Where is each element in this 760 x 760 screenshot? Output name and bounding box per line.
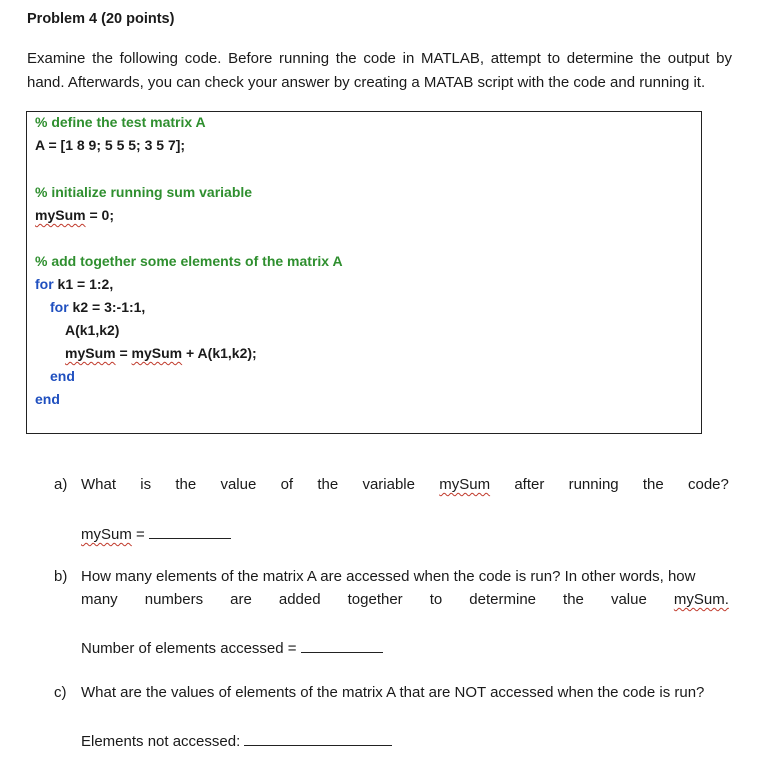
code-var-mysum: mySum bbox=[131, 345, 183, 361]
code-for-k2-range: k2 = 3:-1:1, bbox=[68, 299, 146, 315]
code-keyword-for: for bbox=[50, 299, 69, 315]
question-c-label: c) bbox=[54, 684, 67, 701]
code-var-mysum: mySum bbox=[65, 345, 116, 361]
code-keyword-for: for bbox=[35, 276, 54, 292]
code-comment-define: % define the test matrix A bbox=[35, 114, 206, 130]
code-comment-add: % add together some elements of the matrix A bbox=[35, 253, 343, 269]
code-line-init-sum bbox=[35, 207, 114, 223]
code-box bbox=[26, 111, 702, 434]
answer-a-blank[interactable] bbox=[149, 524, 231, 539]
code-keyword-end-outer: end bbox=[35, 391, 60, 407]
question-a-var: mySum bbox=[439, 476, 491, 493]
question-b-var: mySum. bbox=[673, 591, 729, 608]
code-assign-zero: = 0; bbox=[85, 207, 114, 223]
code-comment-init: % initialize running sum variable bbox=[35, 184, 253, 200]
code-for-k1-range: k1 = 1:2, bbox=[53, 276, 114, 292]
problem-title: Problem 4 (20 points) bbox=[27, 11, 175, 27]
code-var-mysum: mySum bbox=[35, 207, 86, 223]
code-line-for-k1 bbox=[35, 276, 113, 292]
question-b-answer: Number of elements accessed = bbox=[81, 638, 383, 657]
question-b-line2: many numbers are added together to determine the value mySum. bbox=[81, 591, 729, 608]
code-line-for-k2 bbox=[50, 299, 145, 315]
question-a-label: a) bbox=[54, 476, 68, 493]
answer-c-blank[interactable] bbox=[244, 731, 392, 746]
question-c-text: What are the values of elements of the matrix A that are NOT accessed when the code is run? bbox=[81, 684, 705, 701]
question-b-label: b) bbox=[54, 568, 68, 585]
question-c-answer: Elements not accessed: bbox=[81, 731, 392, 750]
code-line-access: A(k1,k2) bbox=[65, 322, 120, 338]
question-a-answer: mySum = bbox=[81, 524, 231, 543]
code-line-matrix: A = [1 8 9; 5 5 5; 3 5 7]; bbox=[35, 137, 186, 153]
answer-b-blank[interactable] bbox=[301, 638, 383, 653]
question-a-text: What is the value of the variable mySum after running the code? bbox=[81, 476, 729, 493]
question-b-line1: How many elements of the matrix A are accessed when the code is run? In other words, how bbox=[81, 568, 696, 585]
code-keyword-end-inner: end bbox=[50, 368, 75, 384]
code-line-accumulate: mySum = mySum + A(k1,k2); bbox=[65, 345, 257, 361]
problem-intro: Examine the following code. Before running the code in MATLAB, attempt to determine the output by hand. Afterwards, you can check your answer by creating a MATAB script with the code and running it. bbox=[27, 50, 732, 91]
